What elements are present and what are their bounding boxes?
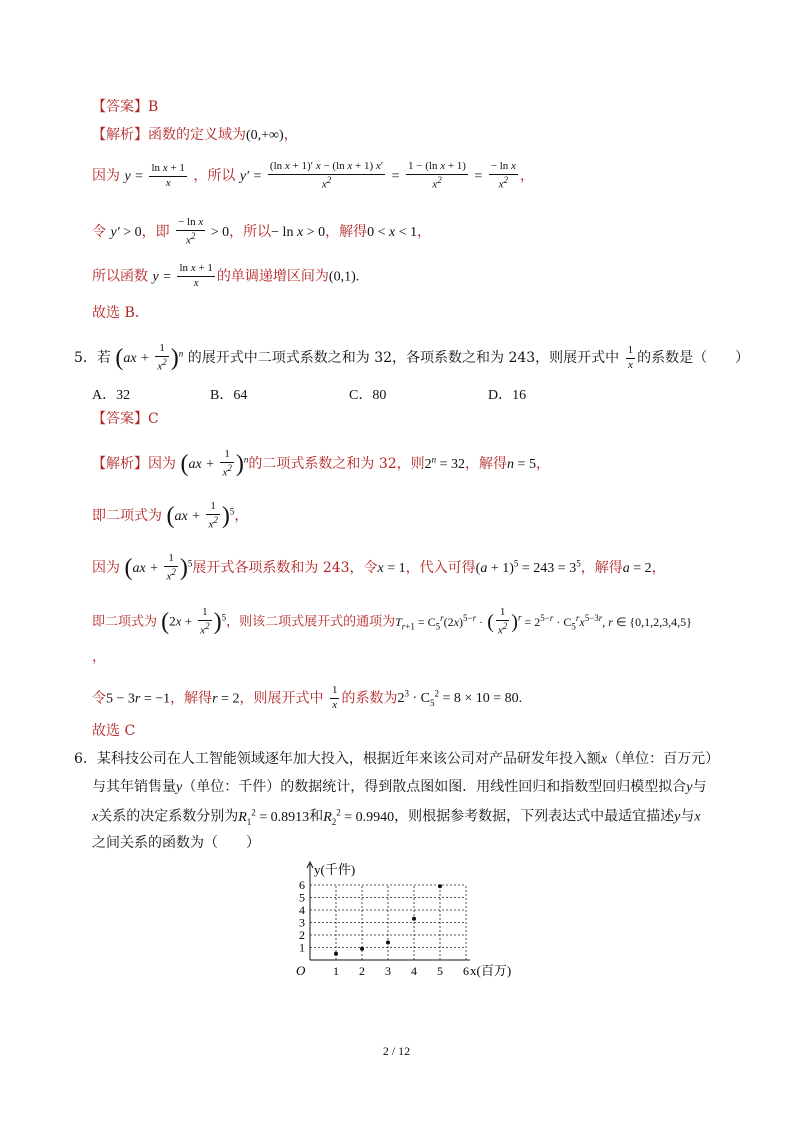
scatter-point <box>438 884 442 888</box>
text: 之间关系的函数为（ ） <box>92 835 260 851</box>
q4-choose: 故选 B. <box>92 305 140 321</box>
scatter-plot <box>280 858 530 983</box>
x-tick-label: 4 <box>411 964 417 978</box>
answer-value: C <box>148 411 159 427</box>
text-so: 所以 <box>207 168 236 185</box>
text: 的系数为 <box>341 690 398 707</box>
text: ，则根据参考数据，下列表达式中最适宜描述 <box>394 808 675 825</box>
q4-analysis-line2: 因为 y = $\frac{\text{ln x + 1}}{x}$ ，所以 y′ = $\frac{\text{(ln x + 1)′ x − (ln x + 1) x′}}{x^2}$ = $\frac{\text{1 − (ln x + 1)}}{x^2}$ = $\frac{\text{− ln x}}{x^2}$ ， <box>92 160 534 191</box>
x-tick-label: 3 <box>385 964 391 978</box>
text: ，解得 <box>465 456 508 473</box>
question-number: 5． <box>74 350 97 367</box>
text: 即二项式为 <box>92 614 158 630</box>
option-c: C．80 <box>349 388 387 403</box>
text: 与其年销售量 <box>92 779 176 795</box>
q6-line1: 6．某科技公司在人工智能领域逐年加大投入，根据近年来该公司对产品研发年投入额x（单位：百万元） <box>74 751 720 767</box>
text-interval-a: 所以函数 <box>92 268 148 285</box>
page-footer: 2 / 12 <box>382 1044 411 1058</box>
answer-value: B <box>148 99 159 115</box>
answer-tag: 【答案】 <box>92 99 148 115</box>
text: 与 <box>680 808 695 825</box>
text-let: 令 <box>92 224 106 241</box>
text: （单位：千件）的数据统计，得到散点图如图．用线性回归和指数型回归模型拟合 <box>182 779 687 795</box>
q6-line2: 与其年销售量y（单位：千件）的数据统计，得到散点图如图．用线性回归和指数型回归模型拟合y与 <box>92 779 707 795</box>
option-d: D．16 <box>488 388 527 403</box>
q5-analysis-comma: ， <box>92 649 106 665</box>
text: （单位：百万元） <box>607 751 720 767</box>
stem-c: 的系数是（ ） <box>637 350 750 367</box>
origin-label: O <box>296 963 306 978</box>
analysis-tag: 【解析】 <box>92 127 148 143</box>
q5-analysis-line3: 因为 (ax + $\frac{1}{x^2}$ )$^5$展开式各项系数和为 243，令x = 1，代入可得$(a + 1)^5 = 243 = 3^5$，解得a = 2， <box>92 552 666 583</box>
text: ，则展开式中 <box>239 690 324 707</box>
y-tick-label: 3 <box>299 915 305 930</box>
analysis-text: 函数的定义域为 <box>148 127 246 143</box>
text: 和 <box>309 808 324 825</box>
q5-analysis-line4: 即二项式为 (2x + $\frac{1}{x^2}$ )$^5$，则该二项式展开式的通项为$T_{r+1} = C_5^r(2x)^{5-r}$ · ( $\frac{1}{x^2}$ )$^r = 2^{5-r} \cdot C_5^rx^{5-3r}$, r ∈ {0,1,2,3,4,5} <box>92 606 692 637</box>
y-tick-label: 1 <box>299 940 305 955</box>
interval-value: (0,1) <box>328 269 356 285</box>
x-tick-label: 1 <box>333 964 339 978</box>
q6-line4 <box>92 836 260 850</box>
x-axis-label: x(百万) <box>470 963 512 978</box>
x-tick-label: 2 <box>359 964 365 978</box>
text-solve: ，解得 <box>325 224 368 241</box>
domain-set: (0,+∞) <box>246 128 284 143</box>
question-number: 6． <box>74 751 97 767</box>
q4-analysis-line3: 令 y′ > 0，即 $\frac{\text{− ln x}}{x^2}$ > 0，所以− ln x > 0，解得0 < x < 1， <box>92 216 432 247</box>
q4-analysis-line4: 所以函数 y = $\frac{\text{ln x + 1}}{x}$ 的单调递增区间为(0,1). <box>92 262 360 289</box>
scatter-point <box>360 947 364 951</box>
scatter-point <box>412 917 416 921</box>
text: 展开式各项系数和为 243，令 <box>192 560 378 577</box>
analysis-tag: 【解析】 <box>92 456 148 473</box>
text: ，解得 <box>170 690 213 707</box>
q5-choose: 故选 C <box>92 723 136 739</box>
y-tick-label: 4 <box>299 903 305 917</box>
text: ，则该二项式展开式的通项为 <box>226 614 396 630</box>
text-then: ，即 <box>141 224 170 241</box>
stem-a: 若 <box>96 350 111 367</box>
scatter-point <box>334 952 338 956</box>
q5-analysis-line5: 令5 − 3r = −1，解得r = 2，则展开式中 $\frac{1}{x}$ 的系数为$2^3 \cdot C_5^2 = 8 \times 10 = 80$. <box>92 684 523 711</box>
text: 因为 <box>148 456 176 473</box>
text: 即二项式为 <box>92 508 162 525</box>
y-tick-label: 6 <box>299 878 305 892</box>
x-tick-label: 6 <box>463 964 469 978</box>
y-axis-label: y(千件) <box>314 862 356 877</box>
option-b: B．64 <box>210 388 248 403</box>
option-a: A．32 <box>92 388 131 403</box>
q5-stem: 5．若 (ax + $\frac{1}{x^2}$ )$^n$ 的展开式中二项式系数之和为 32，各项系数之和为 243，则展开式中 $\frac{1}{x}$ 的系数是（ ） <box>74 342 750 373</box>
q5-analysis-line1: 【解析】因为 (ax + $\frac{1}{x^2}$ )$^n$的二项式系数之和为 32，则$2^n = 32$，解得n = 5， <box>92 448 550 479</box>
text-interval-b: 的单调递增区间为 <box>216 268 329 285</box>
q5-analysis-line2: 即二项式为 (ax + $\frac{1}{x^2}$ )$^5$， <box>92 500 249 531</box>
text: 与 <box>692 779 707 795</box>
q6-line3: x关系的决定系数分别为$R_1^2 = 0.8913$和$R_2^2 = 0.9940$，则根据参考数据，下列表达式中最适宜描述y与x <box>92 807 701 827</box>
scatter-point <box>386 941 390 945</box>
text-because: 因为 <box>92 168 120 185</box>
text: ，代入可得 <box>405 560 476 577</box>
y-tick-label: 5 <box>299 890 305 905</box>
x-tick-label: 5 <box>437 964 443 978</box>
y-tick-label: 2 <box>299 928 305 942</box>
answer-tag: 【答案】 <box>92 411 148 427</box>
text: ，解得 <box>580 560 623 577</box>
q5-answer <box>92 412 159 426</box>
text: 因为 <box>92 560 120 577</box>
text: 关系的决定系数分别为 <box>98 808 239 825</box>
stem-b: 的展开式中二项式系数之和为 32，各项系数之和为 243，则展开式中 <box>187 350 620 367</box>
q4-answer <box>92 100 158 114</box>
q4-analysis-line1: 【解析】函数的定义域为(0,+∞)， <box>92 127 298 143</box>
text: 某科技公司在人工智能领域逐年加大投入，根据近年来该公司对产品研发年投入额 <box>96 751 601 767</box>
text: 的二项式系数之和为 32，则 <box>248 456 425 473</box>
text-so2: ，所以 <box>229 224 272 241</box>
text: 令 <box>92 690 106 707</box>
